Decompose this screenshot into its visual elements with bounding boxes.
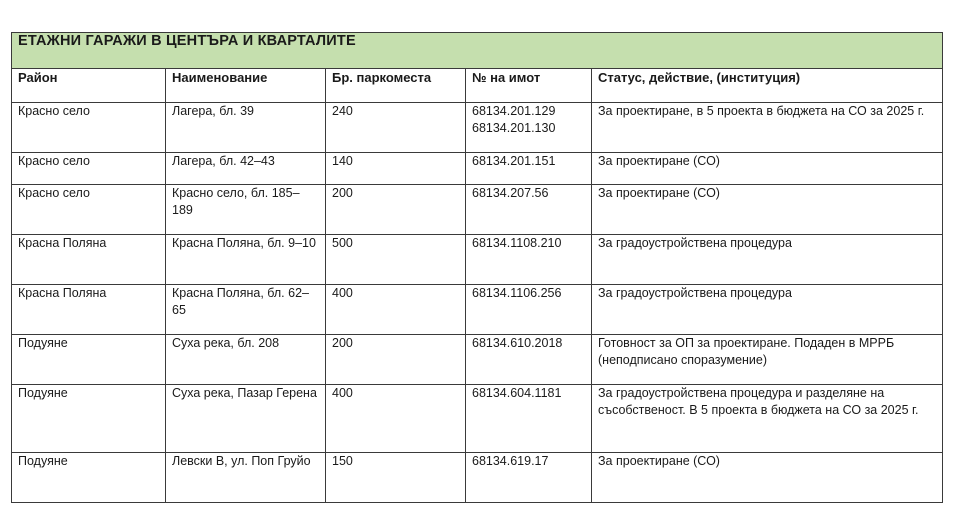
cell-parking-count-text: 500 (332, 236, 353, 250)
table-row (12, 235, 943, 285)
cell-parking-count (326, 185, 466, 235)
cell-property-number (466, 385, 592, 453)
table-row (12, 185, 943, 235)
cell-name (166, 185, 326, 235)
cell-name-text: Красна Поляна, бл. 62–65 (172, 286, 309, 317)
garages-table-container (11, 32, 942, 507)
cell-district (12, 335, 166, 385)
cell-status (592, 453, 943, 503)
cell-property-number (466, 335, 592, 385)
cell-parking-count-text: 400 (332, 286, 353, 300)
cell-name-text: Суха река, бл. 208 (172, 336, 280, 350)
cell-name (166, 335, 326, 385)
cell-status-text: За градоустройствена процедура (598, 236, 792, 250)
cell-property-number (466, 185, 592, 235)
cell-district-text: Красно село (18, 186, 90, 200)
cell-property-number-text: 68134.1108.210 (472, 236, 562, 250)
cell-name (166, 453, 326, 503)
header-property-number: № на имот (466, 69, 592, 103)
cell-parking-count (326, 453, 466, 503)
table-row (12, 453, 943, 503)
table-header-row (12, 69, 943, 103)
table-row (12, 285, 943, 335)
cell-parking-count (326, 335, 466, 385)
cell-status-text: За проектиране (СО) (598, 186, 720, 200)
header-name: Наименование (166, 69, 326, 103)
cell-parking-count (326, 235, 466, 285)
table-row (12, 385, 943, 453)
cell-name-text: Лагера, бл. 39 (172, 104, 254, 118)
cell-name-text: Левски В, ул. Поп Груйо (172, 454, 311, 468)
cell-property-number-text: 68134.610.2018 (472, 336, 563, 350)
cell-status (592, 285, 943, 335)
cell-district-text: Подуяне (18, 454, 68, 468)
header-status: Статус, действие, (институция) (592, 69, 943, 103)
cell-property-number (466, 285, 592, 335)
cell-name-text: Красна Поляна, бл. 9–10 (172, 236, 316, 250)
table-row (12, 335, 943, 385)
cell-status-text: За проектиране (СО) (598, 454, 720, 468)
table-title-row (12, 33, 943, 69)
cell-name-text: Красно село, бл. 185–189 (172, 186, 300, 217)
cell-property-number-text: 68134.619.17 (472, 454, 549, 468)
cell-district-text: Красно село (18, 104, 90, 118)
cell-property-number (466, 153, 592, 185)
cell-status-text: Готовност за ОП за проектиране. Подаден в МРРБ (неподписано споразумение) (598, 336, 895, 367)
cell-status-text: За проектиране (СО) (598, 154, 720, 168)
cell-status-text: За градоустройствена процедура (598, 286, 792, 300)
cell-property-number-text: 68134.201.129 68134.201.130 (472, 104, 556, 135)
cell-status (592, 103, 943, 153)
cell-district (12, 235, 166, 285)
cell-property-number (466, 235, 592, 285)
cell-parking-count-text: 200 (332, 186, 353, 200)
cell-parking-count-text: 200 (332, 336, 353, 350)
table-row (12, 153, 943, 185)
cell-property-number-text: 68134.207.56 (472, 186, 549, 200)
cell-name-text: Лагера, бл. 42–43 (172, 154, 275, 168)
cell-status (592, 185, 943, 235)
cell-district (12, 453, 166, 503)
cell-district (12, 103, 166, 153)
cell-status-text: За градоустройствена процедура и разделяне на съсобственост. В 5 проекта в бюджета на СО за 2025 г. (598, 386, 919, 417)
cell-property-number (466, 453, 592, 503)
cell-status (592, 335, 943, 385)
cell-district (12, 385, 166, 453)
cell-property-number (466, 103, 592, 153)
cell-name (166, 235, 326, 285)
cell-parking-count (326, 385, 466, 453)
cell-name (166, 153, 326, 185)
cell-parking-count (326, 103, 466, 153)
cell-name (166, 285, 326, 335)
cell-status (592, 385, 943, 453)
header-district: Район (12, 69, 166, 103)
cell-property-number-text: 68134.1106.256 (472, 286, 562, 300)
cell-district (12, 185, 166, 235)
table-title: ЕТАЖНИ ГАРАЖИ В ЦЕНТЪРА И КВАРТАЛИТЕ (12, 33, 943, 69)
cell-district-text: Красно село (18, 154, 90, 168)
header-parking-count: Бр. паркоместа (326, 69, 466, 103)
cell-name-text: Суха река, Пазар Герена (172, 386, 317, 400)
cell-district (12, 153, 166, 185)
cell-parking-count (326, 153, 466, 185)
cell-district-text: Подуяне (18, 386, 68, 400)
cell-district-text: Красна Поляна (18, 286, 107, 300)
cell-property-number-text: 68134.604.1181 (472, 386, 562, 400)
cell-district (12, 285, 166, 335)
cell-parking-count-text: 240 (332, 104, 353, 118)
cell-status (592, 235, 943, 285)
cell-parking-count-text: 150 (332, 454, 353, 468)
garages-table (11, 32, 943, 503)
cell-name (166, 385, 326, 453)
cell-property-number-text: 68134.201.151 (472, 154, 556, 168)
cell-parking-count (326, 285, 466, 335)
cell-parking-count-text: 140 (332, 154, 353, 168)
cell-status (592, 153, 943, 185)
cell-parking-count-text: 400 (332, 386, 353, 400)
cell-district-text: Красна Поляна (18, 236, 107, 250)
cell-name (166, 103, 326, 153)
cell-district-text: Подуяне (18, 336, 68, 350)
table-row (12, 103, 943, 153)
cell-status-text: За проектиране, в 5 проекта в бюджета на СО за 2025 г. (598, 104, 925, 118)
